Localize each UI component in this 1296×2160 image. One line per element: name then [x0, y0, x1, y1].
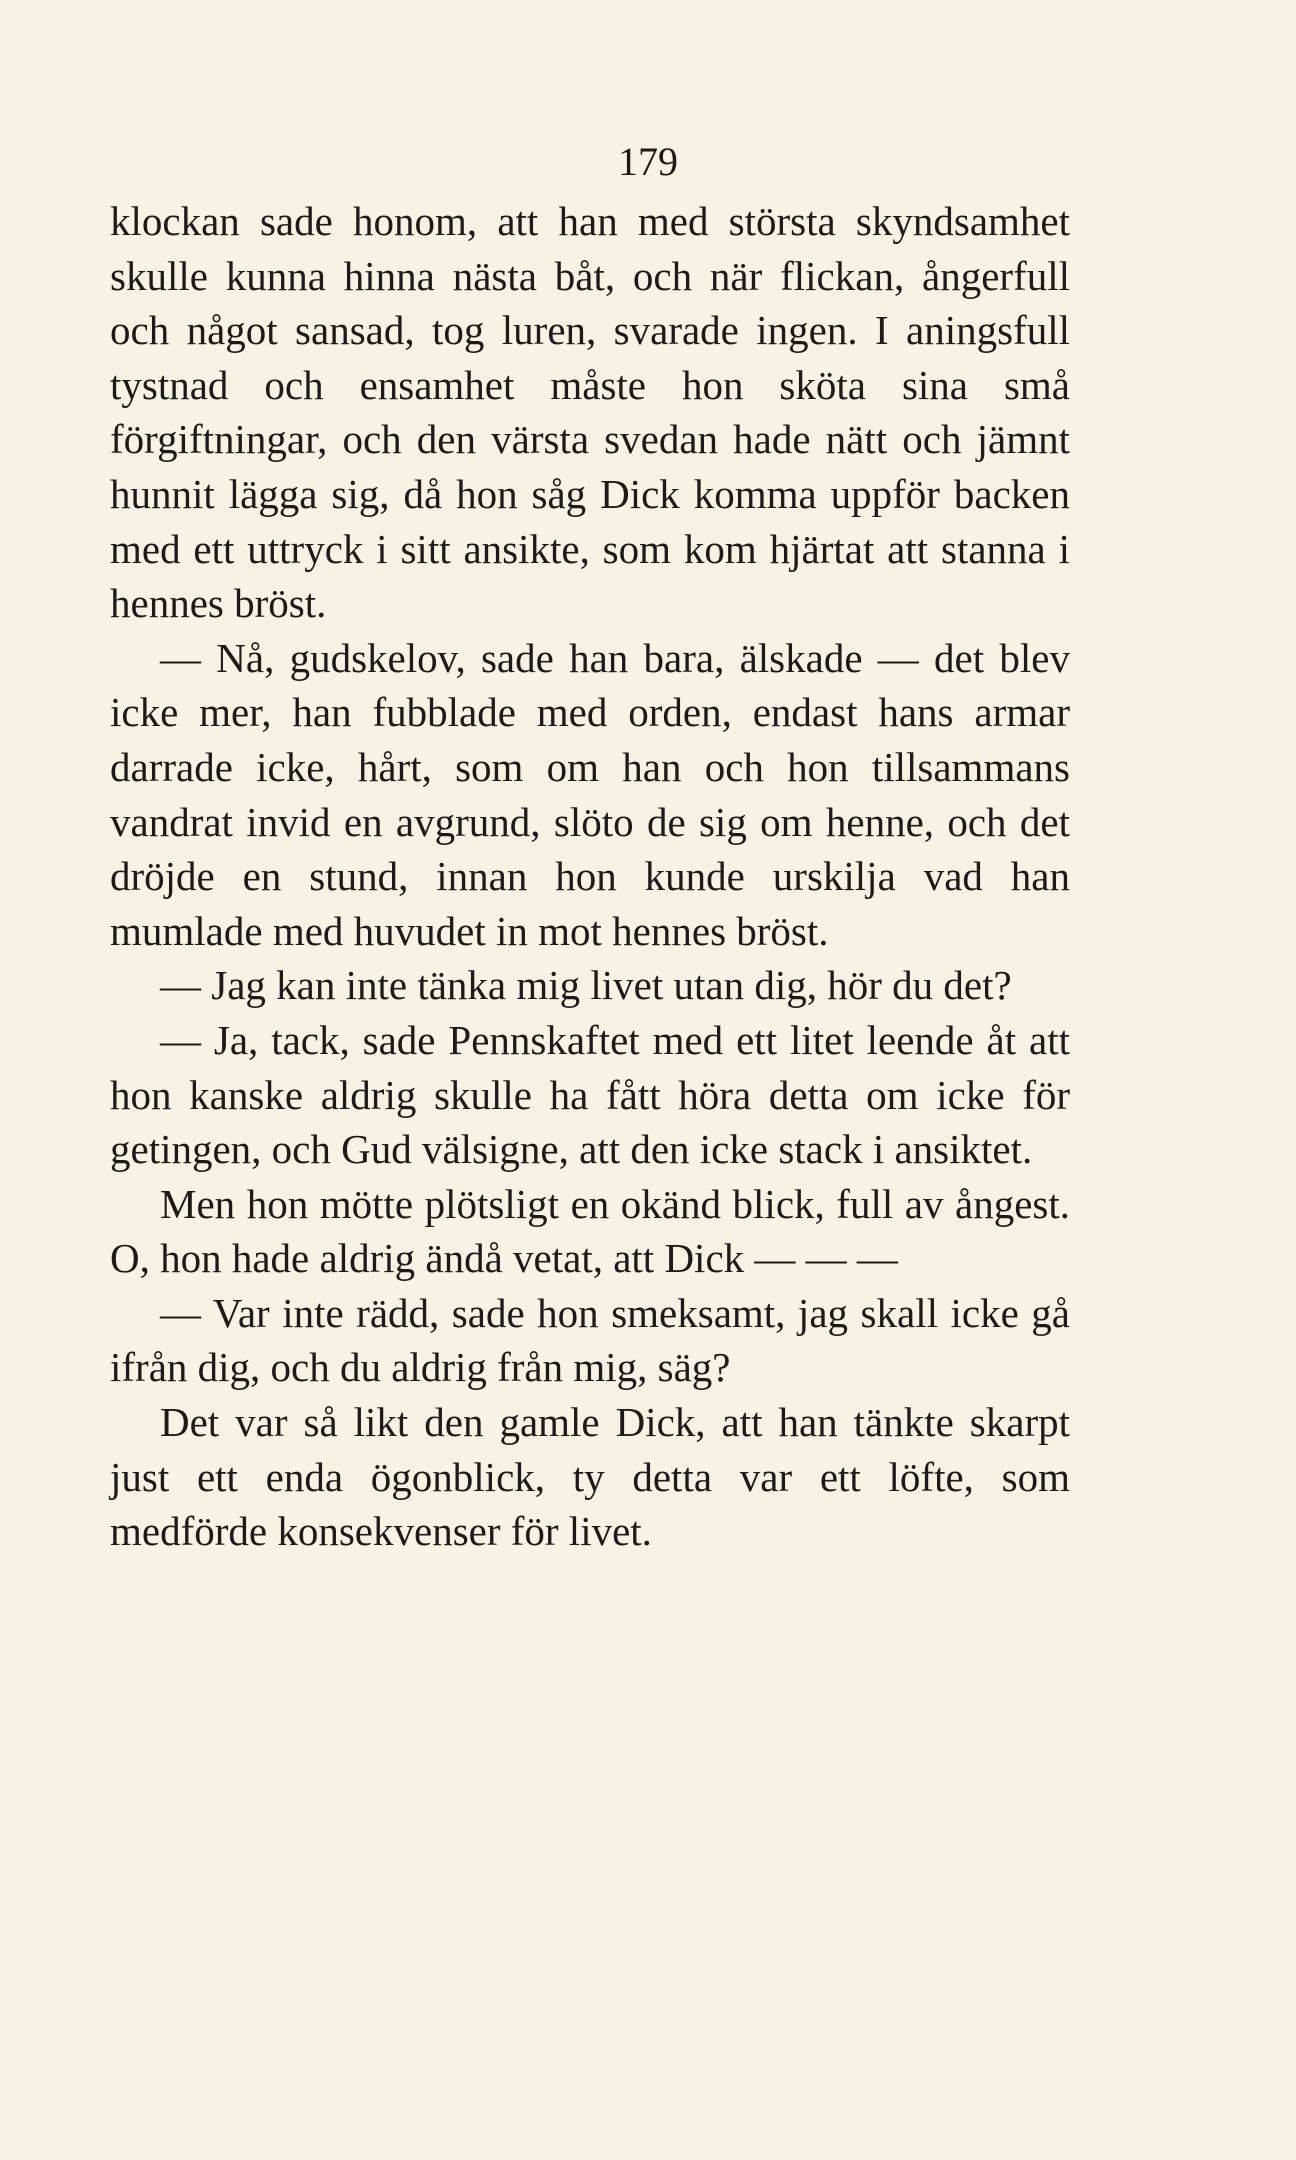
paragraph: Det var så likt den gamle Dick, att han tänkte skarpt just ett enda ögonblick, ty detta var ett löfte, som medförde konsekvenser för livet. [110, 1399, 1070, 1555]
paragraph: — Ja, tack, sade Pennskaftet med ett litet leende åt att hon kanske aldrig skulle ha fått höra detta om icke för getingen, och Gud välsigne, att den icke stack i ansiktet. [110, 1016, 1070, 1173]
paragraph: — Nå, gudskelov, sade han bara, älskade — det blev icke mer, han fubblade med orden, endast hans armar darrade icke, hårt, som om han och hon tillsammans vandrat invid en avgrund, slöto de sig om henne, och det dröjde en stund, innan hon kunde urskilja vad han mumlade med huvudet in mot hennes bröst. [110, 634, 1070, 954]
paragraph: klockan sade honom, att han med största skyndsamhet skulle kunna hinna nästa båt, och när flickan, ångerfull och något sansad, tog luren, svarade ingen. I aningsfull tystnad och ensamhet måste hon sköta sina små förgiftningar, och den värsta svedan hade nätt och jämnt hunnit lägga sig, då hon såg Dick komma uppför backen med ett uttryck i sitt ansikte, som kom hjärtat att stanna i hennes bröst. [110, 198, 1070, 627]
paragraph: — Jag kan inte tänka mig livet utan dig, hör du det? [160, 962, 1012, 1009]
paragraph: Men hon mötte plötsligt en okänd blick, full av ångest. O, hon hade aldrig ändå vetat, att Dick — — — [110, 1180, 1070, 1282]
body-text [110, 194, 1070, 1559]
paragraph: — Var inte rädd, sade hon smeksamt, jag skall icke gå ifrån dig, och du aldrig från mig, säg? [110, 1289, 1070, 1391]
page-number: 179 [618, 139, 678, 184]
